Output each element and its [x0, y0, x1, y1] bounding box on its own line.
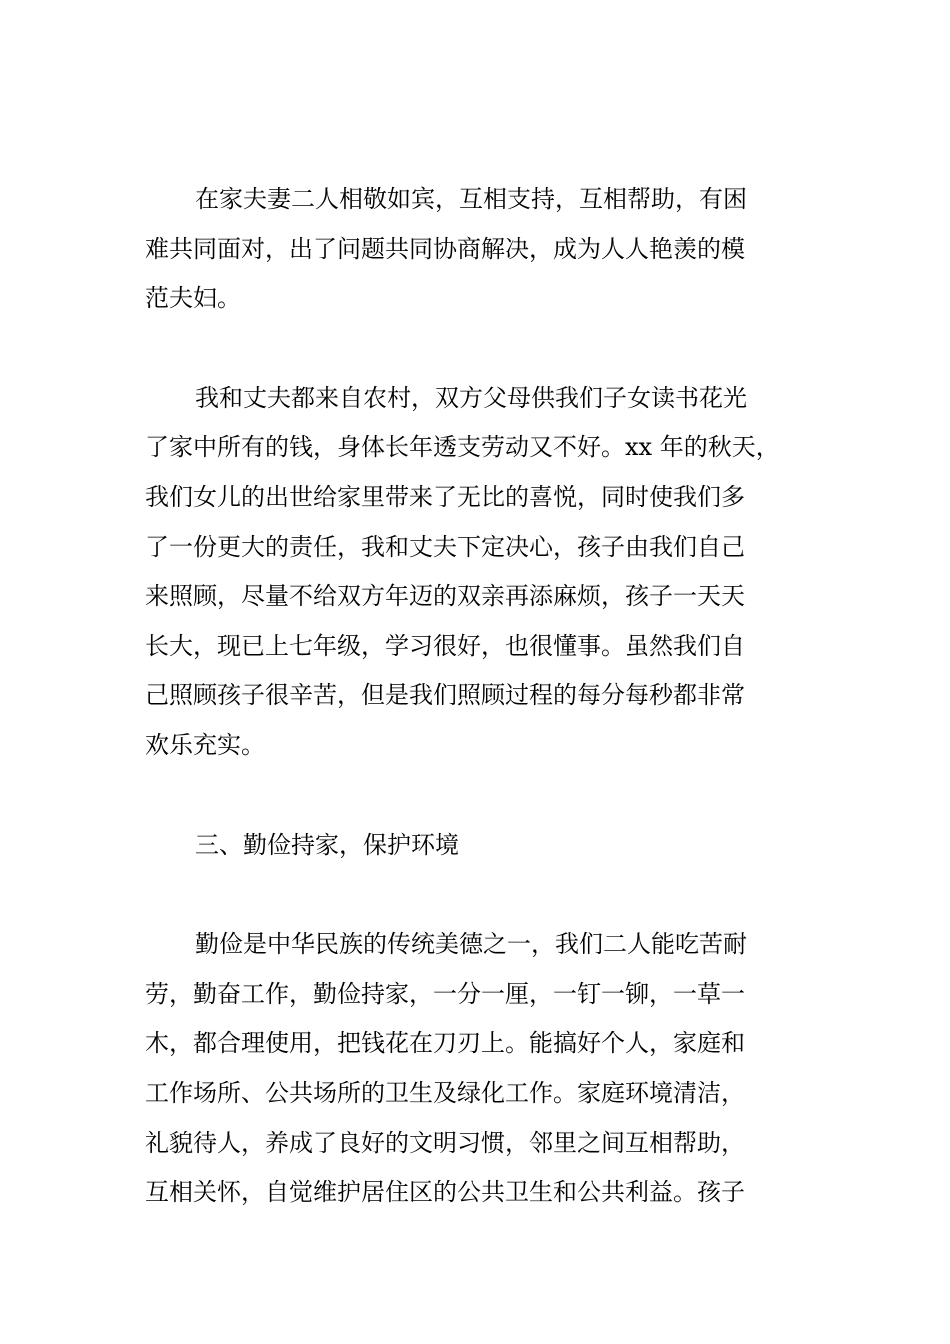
text-line: 木，都合理使用，把钱花在刀刃上。能搞好个人，家庭和	[145, 1029, 745, 1058]
text-line: 在家夫妻二人相敬如宾，互相支持，互相帮助，有困	[195, 185, 747, 213]
paragraph-spacer	[145, 870, 825, 920]
text-line: 了家中所有的钱，身体长年透支劳动又不好。xx 年的秋天，	[145, 433, 780, 462]
text-line: 工作场所、公共场所的卫生及绿化工作。家庭环境清洁，	[145, 1078, 745, 1107]
section-heading	[145, 821, 825, 871]
document-body	[145, 175, 825, 1218]
text-line: 勤俭是中华民族的传统美德之一，我们二人能吃苦耐	[195, 930, 747, 959]
text-line: 我和丈夫都来自农村，双方父母供我们子女读书花光	[195, 383, 747, 412]
paragraph-spacer	[145, 324, 825, 374]
paragraph-family-harmony	[145, 175, 825, 324]
paragraph-thrift	[145, 920, 825, 1218]
text-line: 己照顾孩子很辛苦，但是我们照顾过程的每分每秒都非常	[145, 681, 745, 710]
text-line: 长大，现已上七年级，学习很好，也很懂事。虽然我们自	[145, 631, 745, 660]
text-line: 互相关怀，自觉维护居住区的公共卫生和公共利益。孩子	[145, 1178, 745, 1207]
text-line: 礼貌待人，养成了良好的文明习惯，邻里之间互相帮助，	[145, 1128, 745, 1157]
text-line: 欢乐充实。	[145, 730, 265, 759]
paragraph-raising-child	[145, 374, 825, 771]
text-line: 三、勤俭持家，保护环境	[195, 830, 459, 859]
text-line: 了一份更大的责任，我和丈夫下定决心，孩子由我们自己	[145, 532, 745, 561]
text-line: 我们女儿的出世给家里带来了无比的喜悦，同时使我们多	[145, 482, 745, 511]
text-line: 劳，勤奋工作，勤俭持家，一分一厘，一钉一铆，一草一	[145, 979, 745, 1008]
paragraph-spacer	[145, 771, 825, 821]
text-line: 范夫妇。	[145, 284, 241, 313]
text-line: 来照顾，尽量不给双方年迈的双亲再添麻烦，孩子一天天	[145, 582, 745, 611]
text-line: 难共同面对，出了问题共同协商解决，成为人人艳羡的模	[145, 234, 745, 263]
